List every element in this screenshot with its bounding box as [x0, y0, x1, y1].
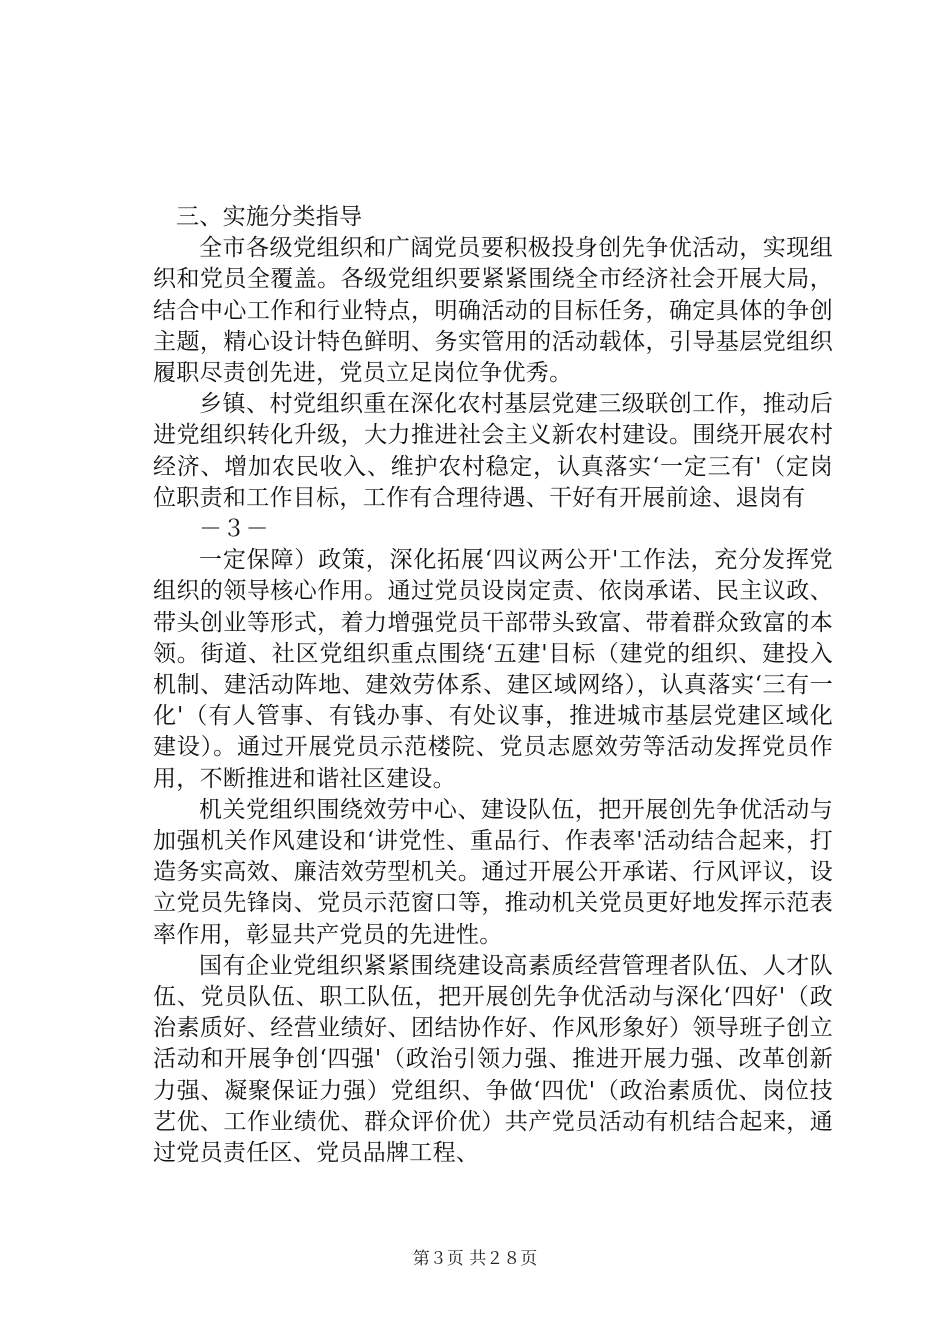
inline-page-marker: －３－	[199, 516, 269, 543]
page-footer: 第３页 共２８页	[412, 1249, 538, 1269]
paragraph: 一定保障）政策，深化拓展‘四议两公开'工作法，充分发挥党组织的领导核心作用。通过党员设岗定责、依岗承诺、民主议政、带头创业等形式，着力增强党员干部带头致富、带着群众致富的本领。街道、社区党组织重点围绕‘五建'目标（建党的组织、建投入机制、建活动阵地、建效劳体系、建区域网络），认真落实‘三有一化'（有人管事、有钱办事、有处议事，推进城市基层党建区域化建设）。通过开展党员示范楼院、党员志愿效劳等活动发挥党员作用，不断推进和谐社区建设。	[153, 547, 833, 792]
section-heading: 三、实施分类指导	[176, 204, 363, 230]
document-body	[153, 202, 833, 1169]
paragraph: 国有企业党组织紧紧围绕建设高素质经营管理者队伍、人才队伍、党员队伍、职工队伍，把开展创先争优活动与深化‘四好'（政治素质好、经营业绩好、团结协作好、作风形象好）领导班子创立活动和开展争创‘四强'（政治引领力强、推进开展力强、改革创新力强、凝聚保证力强）党组织、争做‘四优'（政治素质优、岗位技艺优、工作业绩优、群众评价优）共产党员活动有机结合起来，通过党员责任区、党员品牌工程、	[153, 952, 833, 1167]
paragraph: 机关党组织围绕效劳中心、建设队伍，把开展创先争优活动与加强机关作风建设和‘讲党性、重品行、作表率'活动结合起来，打造务实高效、廉洁效劳型机关。通过开展公开承诺、行风评议，设立党员先锋岗、党员示范窗口等，推动机关党员更好地发挥示范表率作用，彰显共产党员的先进性。	[153, 796, 833, 948]
paragraph: 乡镇、村党组织重在深化农村基层党建三级联创工作，推动后进党组织转化升级，大力推进社会主义新农村建设。围绕开展农村经济、增加农民收入、维护农村稳定，认真落实‘一定三有'（定岗位职责和工作目标，工作有合理待遇、干好有开展前途、退岗有	[153, 391, 833, 511]
paragraph: 全市各级党组织和广阔党员要积极投身创先争优活动，实现组织和党员全覆盖。各级党组织要紧紧围绕全市经济社会开展大局，结合中心工作和行业特点，明确活动的目标任务，确定具体的争创主题，精心设计特色鲜明、务实管用的活动载体，引导基层党组织履职尽责创先进，党员立足岗位争优秀。	[153, 235, 833, 387]
